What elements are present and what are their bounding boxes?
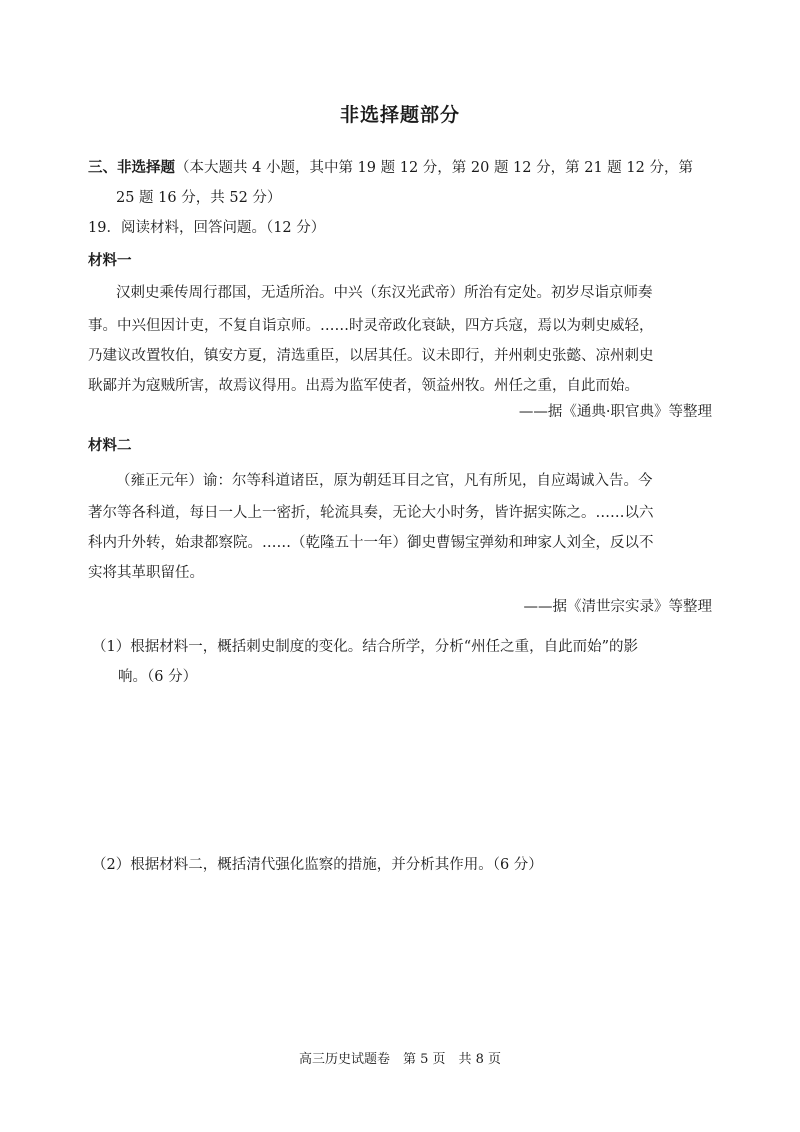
section-name: 非选择题 [117, 160, 175, 176]
page-footer: 高三历史试题卷 第 5 页 共 8 页 [298, 1052, 502, 1067]
material-1-line: 乃建议改置牧伯，镇安方夏，清选重臣，以居其任。议未即行，并州刺史张懿、凉州刺史 [88, 348, 654, 364]
material-2-line: 科内升外转，始隶都察院。……（乾隆五十一年）御史曹锡宝弹劾和珅家人刘全，反以不 [88, 535, 654, 551]
section-description: （本大题共 4 小题，其中第 19 题 12 分，第 20 题 12 分，第 21 题 12 分，第 [175, 160, 693, 176]
question-19-prompt: 19．阅读材料，回答问题。（12 分） [88, 220, 326, 236]
material-1-line: 汉刺史乘传周行郡国，无适所治。中兴（东汉光武帝）所治有定处。初岁尽诣京师奏 [116, 285, 653, 301]
sub-question-1-cont: 响。（6 分） [118, 669, 198, 685]
page-title: 非选择题部分 [339, 104, 460, 126]
material-2-label: 材料二 [88, 438, 132, 454]
material-1-line: 事。中兴但因计吏，不复自诣京师。……时灵帝政化衰缺，四方兵寇，焉以为刺史威轻， [88, 318, 654, 334]
material-1-source: ——据《通典·职官典》等整理 [518, 404, 712, 420]
material-2-source: ——据《清世宗实录》等整理 [523, 599, 712, 615]
material-2-line: 著尔等各科道，每日一人上一密折，轮流具奏，无论大小时务，皆许据实陈之。……以六 [88, 505, 654, 521]
section-heading [88, 158, 693, 178]
section-number: 三、 [88, 160, 117, 176]
section-description-cont: 25 题 16 分，共 52 分） [116, 190, 282, 206]
material-1-label: 材料一 [88, 253, 132, 269]
material-2-line: （雍正元年）谕：尔等科道诸臣，原为朝廷耳目之官，凡有所见，自应竭诚入告。今 [116, 473, 653, 489]
sub-question-2: （2）根据材料二，概括清代强化监察的措施，并分析其作用。（6 分） [92, 857, 543, 873]
material-1-line: 耿鄙并为寇贼所害，故焉议得用。出焉为监军使者，领益州牧。州任之重，自此而始。 [88, 378, 639, 394]
sub-question-1: （1）根据材料一，概括刺史制度的变化。结合所学，分析“州任之重，自此而始”的影 [92, 639, 639, 655]
material-2-line: 实将其革职留任。 [88, 565, 204, 581]
